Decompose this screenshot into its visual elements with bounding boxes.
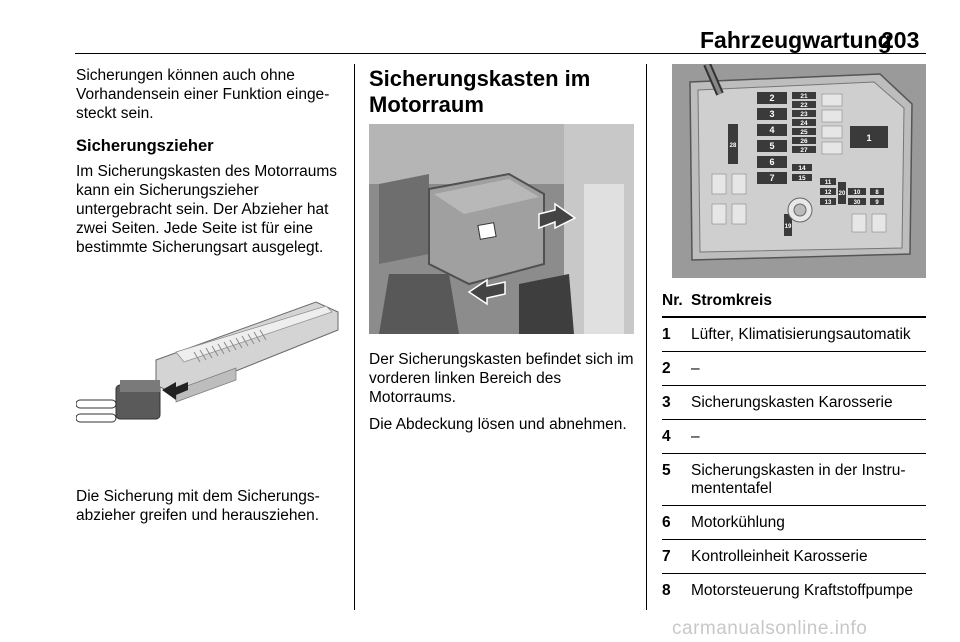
fuse-label-14: 14: [798, 165, 806, 172]
row-text: Motorkühlung: [691, 514, 785, 531]
table-row: [662, 506, 926, 540]
header-circuit: Stromkreis: [691, 292, 772, 309]
section-heading-fuse-puller: Sicherungszieher: [76, 137, 214, 155]
row-text: Kontrolleinheit Karosserie: [691, 548, 868, 565]
column-2-text: [369, 350, 637, 442]
fuse-label-9: 9: [875, 200, 879, 206]
cover-paragraph: Die Abdeckung lösen und abnehmen.: [369, 416, 627, 433]
watermark: carmanualsonline.info: [672, 618, 868, 639]
fuse-label-12: 12: [824, 190, 832, 196]
fuse-label-1: 1: [866, 133, 872, 143]
fuse-label-5: 5: [769, 141, 775, 151]
table-row: [662, 352, 926, 386]
table-row: [662, 454, 926, 506]
fuse-label-24: 24: [800, 120, 808, 127]
fusebox-diagram: [672, 64, 926, 278]
column-divider-2: [646, 64, 647, 610]
section-heading-engine-fusebox: Sicherungskasten im Motorraum: [369, 66, 591, 117]
intro-paragraph: Sicherungen können auch ohne Vorhandensein einer Funktion eingesteckt sein.: [76, 67, 330, 122]
row-text: Motorsteuerung Kraftstoffpumpe: [691, 582, 914, 599]
fuse-label-23: 23: [800, 111, 808, 118]
table-header: [662, 292, 926, 318]
table-row: [662, 420, 926, 454]
fuse-label-2: 2: [769, 93, 775, 103]
fuse-label-20: 20: [838, 191, 846, 197]
row-text: Lüfter, Klimatisierungsautomatik: [691, 326, 911, 343]
column-2: [369, 66, 637, 118]
row-nr: 3: [662, 394, 671, 411]
header-rule: [75, 53, 926, 54]
fuse-label-28: 28: [729, 143, 737, 149]
row-nr: 6: [662, 514, 671, 531]
row-text: Sicherungskasten Karosserie: [691, 394, 893, 411]
fuse-label-26: 26: [800, 138, 808, 145]
fuse-label-8: 8: [875, 190, 879, 196]
fuse-label-19: 19: [784, 224, 792, 230]
row-nr: 4: [662, 428, 671, 445]
row-nr: 5: [662, 462, 671, 479]
row-nr: 1: [662, 326, 671, 343]
fuse-label-25: 25: [800, 129, 808, 136]
table-row: [662, 540, 926, 574]
fuse-label-21: 21: [800, 93, 808, 100]
fuse-puller-illustration: [76, 290, 341, 450]
fuse-label-15: 15: [798, 175, 806, 182]
fuse-label-6: 6: [769, 157, 775, 167]
page-number: 203: [881, 27, 920, 53]
header-nr: Nr.: [662, 292, 683, 309]
row-text: –: [691, 428, 700, 445]
column-divider-1: [354, 64, 355, 610]
table-row: [662, 574, 926, 607]
row-nr: 8: [662, 582, 671, 599]
fuse-label-10: 10: [853, 190, 861, 196]
fuse-label-30: 30: [853, 200, 861, 206]
engine-compartment-photo: [369, 124, 634, 334]
fuse-label-13: 13: [824, 200, 832, 206]
table-row: [662, 318, 926, 352]
fuse-label-7: 7: [769, 173, 775, 183]
page-header-title: Fahrzeugwartung: [700, 27, 892, 53]
fuse-table: [662, 292, 926, 607]
fuse-puller-paragraph: Im Sicherungskasten des Motorraums kann ein Sicherungszieher untergebracht sein. Der Abzieher hat zwei Seiten. Jede Seite ist für eine bestimmte Sicherungsart ausgelegt.: [76, 163, 338, 256]
fuse-label-22: 22: [800, 102, 808, 109]
row-text: Sicherungskasten in der Instrumententafel: [691, 462, 906, 497]
table-row: [662, 386, 926, 420]
location-paragraph: Der Sicherungskasten befindet sich im vorderen linken Bereich des Motorraums.: [369, 351, 634, 406]
fuse-label-3: 3: [769, 109, 775, 119]
row-nr: 7: [662, 548, 671, 565]
row-nr: 2: [662, 360, 671, 377]
column-1: [76, 66, 346, 257]
fuse-label-11: 11: [824, 180, 832, 186]
row-text: –: [691, 360, 700, 377]
fuse-puller-caption: Die Sicherung mit dem Sicherungsabzieher greifen und herausziehen.: [76, 488, 320, 524]
fuse-label-27: 27: [800, 147, 808, 154]
fuse-label-4: 4: [769, 125, 775, 135]
